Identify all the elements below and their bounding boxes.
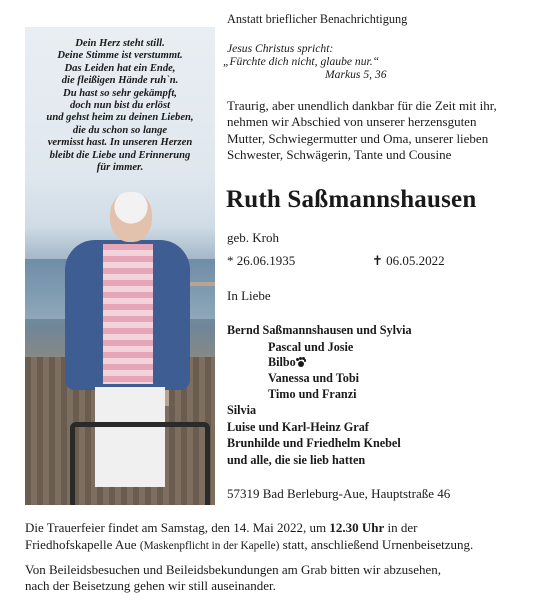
family-line: Brunhilde und Friedhelm Knebel	[227, 436, 401, 450]
mask-note: (Maskenpflicht in der Kapelle)	[139, 540, 280, 552]
poem-line: die du schon so lange	[72, 124, 168, 136]
woman-with-walker	[55, 192, 205, 505]
funeral-text: Die Trauerfeier findet am Samstag, den 14. Mai 2022, um	[25, 520, 330, 535]
deceased-name: Ruth Saßmannshausen	[226, 186, 477, 213]
family-line: Bernd Saßmannshausen und Sylvia	[227, 323, 412, 337]
funeral-text: in der	[384, 520, 418, 535]
family-line-bilbo	[268, 355, 306, 370]
poem-line: doch nun bist du erlöst	[69, 100, 171, 112]
scripture-reference: Markus 5, 36	[325, 68, 387, 81]
announcement-line: Traurig, aber unendlich dankbar für die Zeit mit ihr,	[227, 98, 497, 113]
family-line-text: Bilbo	[268, 355, 296, 369]
poem	[25, 38, 215, 174]
family-line: Timo und Franzi	[268, 387, 357, 401]
condolence-line: Von Beileidsbesuchen und Beileidsbekundungen am Grab bitten wir abzusehen,	[25, 562, 442, 577]
address: 57319 Bad Berleburg-Aue, Hauptstraße 46	[227, 486, 451, 501]
condolence-line: nach der Beisetzung gehen wir still auseinander.	[25, 578, 276, 593]
announcement-line: Schwester, Schwägerin, Tante und Cousine	[227, 147, 452, 162]
paw-icon	[296, 357, 306, 367]
poem-line: Dein Herz steht still.	[75, 38, 165, 49]
funeral-text: Friedhofskapelle Aue	[25, 537, 140, 552]
poem-line: Deine Stimme ist verstummt.	[57, 50, 183, 62]
maiden-name: geb. Kroh	[227, 230, 279, 245]
family-line: und alle, die sie lieb hatten	[227, 453, 366, 467]
birth-date: * 26.06.1935	[227, 253, 296, 268]
poem-line: bleibt die Liebe und Erinnerung	[49, 149, 191, 161]
announcement-line: nehmen wir Abschied von unserer herzensguten	[227, 114, 477, 129]
poem-line: für immer.	[96, 162, 144, 174]
family-line: Vanessa und Tobi	[268, 371, 360, 385]
announcement-line: Mutter, Schwiegermutter und Oma, unserer lieben	[227, 131, 489, 146]
scripture-quote: „Fürchte dich nicht, glaube nur.“	[223, 55, 380, 68]
poem-line: vermisst hast. In unseren Herzen	[47, 137, 193, 149]
death-date: 06.05.2022	[386, 253, 445, 268]
poem-line: und gehst heim zu deinen Lieben,	[46, 112, 194, 124]
notice-header: Anstatt brieflicher Benachrichtigung	[227, 12, 408, 26]
poem-line: die fleißigen Hände ruh`n.	[61, 75, 179, 87]
family-line: Luise und Karl-Heinz Graf	[227, 420, 369, 434]
family-line: Pascal und Josie	[268, 340, 354, 354]
funeral-line-2	[25, 537, 473, 555]
funeral-text: statt, anschließend Urnenbeisetzung.	[279, 537, 474, 552]
poem-line: Du hast so sehr gekämpft,	[63, 87, 177, 99]
poem-line: Das Leiden hat ein Ende,	[64, 62, 176, 74]
scripture-intro: Jesus Christus spricht:	[227, 42, 334, 55]
family-line: Silvia	[227, 403, 257, 417]
closing: In Liebe	[227, 288, 271, 303]
funeral-time: 12.30 Uhr	[329, 520, 385, 535]
cross-icon: ✝	[372, 253, 383, 268]
death-date-group	[372, 253, 445, 270]
funeral-line-1	[25, 520, 417, 537]
